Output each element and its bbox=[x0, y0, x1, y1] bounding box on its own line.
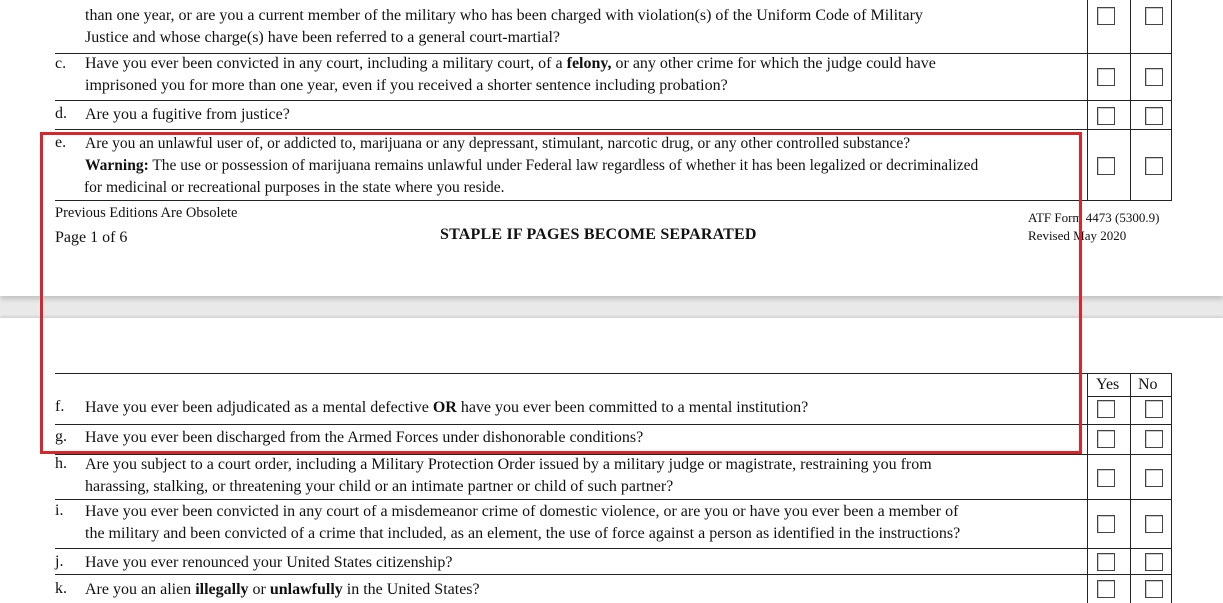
question-f-text: Have you ever been adjudicated as a mental defective OR have you ever been committed to a mental institution? bbox=[85, 399, 809, 416]
question-i-no-checkbox[interactable] bbox=[1145, 515, 1163, 533]
question-c-letter: c. bbox=[55, 55, 67, 72]
form-number: ATF Form 4473 (5300.9) bbox=[1028, 210, 1160, 225]
staple-notice: STAPLE IF PAGES BECOME SEPARATED bbox=[440, 226, 757, 243]
yes-column-divider bbox=[1087, 373, 1088, 603]
question-d-letter: d. bbox=[55, 105, 67, 122]
row-divider bbox=[55, 499, 1172, 500]
question-i-text: Have you ever been convicted in any court of a misdemeanor crime of domestic violence, or are you or have you ever been a member of the military and been convicted of a crime that included, as an element, the use of force against a person as identified in the instructions? bbox=[85, 503, 961, 542]
header-divider bbox=[1087, 396, 1172, 397]
question-h-no-checkbox[interactable] bbox=[1145, 469, 1163, 487]
yes-column-header: Yes bbox=[1096, 376, 1120, 393]
question-f-no-checkbox[interactable] bbox=[1145, 400, 1163, 418]
question-g-letter: g. bbox=[55, 428, 67, 445]
question-j-yes-checkbox[interactable] bbox=[1097, 553, 1115, 571]
question-i-yes-checkbox[interactable] bbox=[1097, 515, 1115, 533]
question-c-yes-checkbox[interactable] bbox=[1097, 68, 1115, 86]
obsolete-notice: Previous Editions Are Obsolete bbox=[55, 205, 238, 221]
page-number: Page 1 of 6 bbox=[55, 229, 128, 246]
question-e-text: Are you an unlawful user of, or addicted to, marijuana or any depressant, stimulant, narcotic drug, or any other controlled substance? Warning: The use or possession of marijuana remains unlawful under Federal law regardless of whether it has been legalized or decriminalized for medicinal or recreational purposes in the state where you reside. bbox=[84, 135, 979, 196]
question-i-letter: i. bbox=[55, 502, 64, 519]
revision-date: Revised May 2020 bbox=[1028, 228, 1127, 243]
question-h-text: Are you subject to a court order, including a Military Protection Order issued by a military judge or magistrate, restraining you from harassing, stalking, or threatening your child or an intimate partner or child of such partner? bbox=[85, 456, 932, 495]
question-g-no-checkbox[interactable] bbox=[1145, 430, 1163, 448]
question-f-yes-checkbox[interactable] bbox=[1097, 400, 1115, 418]
question-b-continuation: than one year, or are you a current member of the military who has been charged with violation(s) of the Uniform Code of Military Justice and whose charge(s) have been referred to a general court-martial? bbox=[85, 7, 923, 46]
question-c-text: Have you ever been convicted in any court, including a military court, of a felony, or any other crime for which the judge could have imprisoned you for more than one year, even if you received a shorter sentence including probation? bbox=[85, 55, 936, 94]
question-k-text: Are you an alien illegally or unlawfully in the United States? bbox=[85, 581, 480, 598]
question-k-no-checkbox[interactable] bbox=[1145, 580, 1163, 598]
question-d-text: Are you a fugitive from justice? bbox=[85, 106, 290, 123]
question-b-yes-checkbox[interactable] bbox=[1097, 7, 1115, 25]
question-h-yes-checkbox[interactable] bbox=[1097, 469, 1115, 487]
row-divider bbox=[55, 574, 1172, 575]
question-b-no-checkbox[interactable] bbox=[1145, 7, 1163, 25]
row-divider bbox=[55, 100, 1172, 101]
question-g-yes-checkbox[interactable] bbox=[1097, 430, 1115, 448]
question-j-no-checkbox[interactable] bbox=[1145, 553, 1163, 571]
question-k-yes-checkbox[interactable] bbox=[1097, 580, 1115, 598]
warning-label: Warning: bbox=[85, 157, 149, 174]
no-column-header: No bbox=[1138, 376, 1158, 393]
form-page-1 bbox=[0, 0, 1223, 296]
question-d-no-checkbox[interactable] bbox=[1145, 107, 1163, 125]
question-c-no-checkbox[interactable] bbox=[1145, 68, 1163, 86]
question-h-letter: h. bbox=[55, 455, 67, 472]
no-column-divider bbox=[1130, 373, 1131, 603]
question-k-letter: k. bbox=[55, 580, 67, 597]
question-d-yes-checkbox[interactable] bbox=[1097, 107, 1115, 125]
question-e-yes-checkbox[interactable] bbox=[1097, 157, 1115, 175]
question-g-text: Have you ever been discharged from the Armed Forces under dishonorable conditions? bbox=[85, 429, 644, 446]
question-j-letter: j. bbox=[55, 553, 64, 570]
row-divider bbox=[55, 424, 1172, 425]
question-e-letter: e. bbox=[55, 134, 67, 151]
row-divider bbox=[55, 200, 1172, 201]
question-e-no-checkbox[interactable] bbox=[1145, 157, 1163, 175]
row-divider bbox=[55, 129, 1172, 130]
question-j-text: Have you ever renounced your United States citizenship? bbox=[85, 554, 453, 571]
row-divider bbox=[55, 548, 1172, 549]
table-right-border bbox=[1171, 373, 1172, 603]
question-f-letter: f. bbox=[55, 398, 65, 415]
table-top-border bbox=[55, 373, 1172, 374]
